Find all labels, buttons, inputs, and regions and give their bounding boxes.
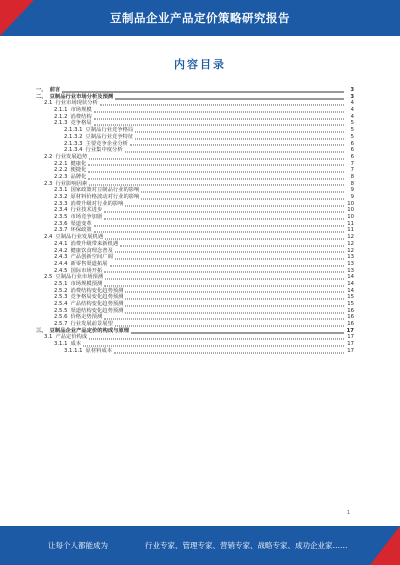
toc-entry-page: 15: [347, 294, 354, 301]
toc-entry-title: 消费结构: [70, 113, 92, 120]
toc-leader: [94, 118, 344, 119]
toc-entry-page: 5: [350, 120, 354, 127]
toc-entry-title: 豆制品行业发展机遇: [55, 234, 104, 241]
toc-entry-title: 豆制品行业竞争特征: [85, 133, 134, 140]
toc-entry-title: 新零售渠道拓展: [70, 260, 108, 267]
toc-entry-title: 价格走势预测: [70, 314, 103, 321]
toc-leader: [120, 245, 344, 246]
toc-entry-page: 6: [350, 147, 354, 154]
toc-entry-title: 行业发展前景展望: [70, 321, 113, 328]
toc-entry[interactable]: [36, 294, 354, 301]
toc-entry-title: 市场规模: [70, 107, 92, 114]
toc-entry-title: 产品定价构成: [55, 334, 88, 341]
toc-entry[interactable]: [36, 334, 354, 341]
toc-entry-number: 二、: [36, 93, 47, 100]
toc-entry[interactable]: [36, 274, 354, 281]
toc-leader: [125, 292, 344, 293]
toc-entry[interactable]: [36, 120, 354, 127]
toc-entry-number: 2.4.5: [54, 267, 68, 274]
toc-entry-page: 9: [350, 194, 354, 200]
toc-entry-title: 原材料成本: [85, 347, 113, 354]
toc-leader: [104, 212, 344, 213]
toc-leader: [115, 259, 344, 260]
toc-entry-number: 3.1.1: [54, 341, 68, 348]
toc-leader: [115, 325, 344, 326]
toc-entry-page: 4: [350, 113, 354, 120]
toc-entry-title: 环保政策: [70, 227, 92, 234]
toc-entry-page: 14: [347, 274, 354, 281]
toc-entry-number: 2.4.1: [54, 240, 68, 247]
toc-entry-number: 2.5.7: [54, 321, 68, 328]
toc-entry-number: 2.1.1: [54, 107, 68, 114]
toc-entry-number: 2.5.5: [54, 307, 68, 314]
toc-entry-number: 2.5.2: [54, 287, 68, 294]
toc-entry-page: 12: [347, 234, 354, 241]
toc-entry-title: 国家政策对豆制品行业的影响: [70, 187, 140, 194]
toc-leader: [110, 265, 344, 266]
toc-entry[interactable]: [36, 234, 354, 241]
toc-entry[interactable]: [36, 241, 354, 248]
toc-leader: [125, 205, 344, 206]
toc-entry-title: 豆制品行业竞争格局: [85, 127, 134, 134]
toc-entry[interactable]: [36, 167, 354, 174]
toc-leader: [100, 105, 344, 106]
toc-entry-page: 16: [347, 307, 354, 314]
document-title: 豆制品企业产品定价策略研究报告: [110, 11, 290, 25]
toc-leader: [89, 158, 344, 159]
toc-entry-title: 品牌化: [70, 173, 87, 180]
toc-entry-page: 14: [347, 280, 354, 287]
toc-entry-title: 竞争格局: [70, 120, 92, 127]
toc-leader: [88, 172, 344, 173]
toc-entry[interactable]: [36, 141, 354, 148]
toc-entry-title: 渠道变革: [70, 220, 92, 227]
toc-entry-number: 2.3: [44, 180, 53, 187]
toc-entry-number: 2.2.2: [54, 167, 68, 174]
toc-entry-title: 消费结构变化趋势预测: [70, 287, 124, 294]
toc-entry-number: 2.4.2: [54, 247, 68, 254]
toc-entry[interactable]: [36, 134, 354, 141]
toc-entry-title: 国际市场开拓: [70, 267, 103, 274]
toc-entry-title: 竞争格局变化趋势预测: [70, 294, 124, 301]
toc-entry[interactable]: [36, 107, 354, 114]
footer-slogan-left: 让每个人都能成为: [48, 541, 108, 550]
toc-entry-number: 2.1.3.4: [64, 147, 83, 154]
toc-entry-title: 前言: [49, 87, 61, 93]
toc-entry-page: 10: [347, 200, 354, 207]
toc-leader: [104, 272, 344, 273]
toc-entry[interactable]: [36, 254, 354, 261]
toc-leader: [130, 145, 344, 146]
toc-entry-page: 16: [347, 321, 354, 328]
toc-entry[interactable]: [36, 174, 354, 181]
toc-entry[interactable]: [36, 301, 354, 308]
toc-leader: [105, 238, 344, 239]
toc-entry-page: 14: [347, 287, 354, 294]
toc-entry-title: 主要竞争企业分析: [85, 140, 128, 147]
toc-entry-number: 2.3.7: [54, 227, 68, 234]
toc-leader: [135, 131, 344, 132]
toc-entry-number: 2.2.1: [54, 160, 68, 167]
toc-entry-title: 产品结构变化趋势预测: [70, 301, 124, 307]
toc-entry-number: 2.4: [44, 234, 53, 241]
toc-leader: [94, 232, 344, 233]
toc-entry[interactable]: [36, 281, 354, 288]
toc-entry-page: 6: [350, 153, 354, 160]
toc-entry-page: 17: [347, 347, 354, 354]
toc-entry-page: 10: [347, 207, 354, 214]
toc-entry-page: 3: [350, 87, 354, 93]
toc-entry-number: 2.1.3.3: [64, 140, 83, 147]
toc-entry-title: 消费升级带来新机遇: [70, 240, 119, 247]
toc-leader: [89, 185, 344, 186]
toc-entry-page: 6: [350, 140, 354, 147]
footer-slogan-right: 行业专家、管理专家、营销专家、战略专家、成功企业家……: [145, 541, 348, 550]
toc-entry[interactable]: [36, 341, 354, 348]
toc-entry-page: 11: [347, 227, 354, 234]
toc-entry-number: 2.1: [44, 100, 53, 107]
toc-entry[interactable]: [36, 321, 354, 328]
toc-title: 内容目录: [174, 58, 226, 71]
toc-entry-page: 17: [346, 327, 354, 334]
toc-leader: [125, 305, 344, 306]
toc-entry-title: 渠道结构变化趋势预测: [70, 307, 124, 314]
toc-entry-number: 2.5.6: [54, 314, 68, 321]
toc-entry-number: 2.5: [44, 274, 53, 281]
toc-entry-number: 2.5.3: [54, 294, 68, 301]
toc-leader: [104, 319, 344, 320]
footer-bar: [0, 526, 400, 565]
toc-entry[interactable]: [36, 154, 354, 161]
toc-entry-title: 豆制品行业市场分析及预测: [49, 93, 114, 100]
toc-entry-number: 2.3.4: [54, 207, 68, 214]
toc-entry-page: 4: [350, 107, 354, 114]
toc-leader: [115, 252, 344, 253]
toc-entry-number: 2.5.4: [54, 301, 68, 307]
toc-entry-number: 2.1.3: [54, 120, 68, 127]
toc-entry-title: 健康化: [70, 160, 87, 167]
toc-entry-number: 2.2.3: [54, 173, 68, 180]
toc-entry[interactable]: [36, 214, 354, 221]
toc-entry-number: 3.1: [44, 334, 53, 341]
toc-entry-title: 行业发展趋势: [55, 153, 88, 160]
toc-leader: [88, 178, 344, 179]
toc-leader: [89, 339, 344, 340]
toc-entry-number: 三、: [36, 327, 47, 334]
toc-entry-page: 7: [350, 167, 354, 174]
toc-entry-title: 成本: [70, 341, 82, 348]
toc-leader: [135, 138, 344, 139]
toc-entry[interactable]: [36, 194, 354, 201]
toc-entry-title: 消费升级对行业的影响: [70, 200, 124, 207]
toc-leader: [105, 279, 344, 280]
toc-entry[interactable]: [36, 127, 354, 134]
toc-entry-page: 15: [347, 301, 354, 307]
footer-accent: [370, 526, 400, 565]
toc-leader: [104, 218, 344, 219]
toc-entry-title: 市场竞争加剧: [70, 214, 103, 221]
toc-leader: [115, 98, 344, 99]
toc-entry-title: 原材料价格波动对行业的影响: [70, 194, 140, 200]
toc-entry-page: 3: [350, 93, 354, 100]
toc-entry[interactable]: [36, 261, 354, 268]
toc-entry[interactable]: [36, 187, 354, 194]
toc-entry-page: 11: [347, 220, 354, 227]
toc-leader: [88, 165, 344, 166]
toc-entry-title: 豆制品企业产品定价的构成与原理: [49, 327, 130, 334]
toc-entry-page: 12: [347, 247, 354, 254]
toc-entry-page: 10: [347, 214, 354, 221]
toc-entry-number: 2.4.3: [54, 254, 68, 261]
toc-entry-title: 行业影响因素: [55, 180, 88, 187]
table-of-contents: [36, 87, 354, 355]
toc-entry-page: 5: [350, 133, 354, 140]
toc-leader: [141, 198, 344, 199]
toc-leader: [104, 285, 344, 286]
toc-leader: [83, 345, 344, 346]
toc-entry-number: 2.3.5: [54, 214, 68, 221]
toc-entry[interactable]: [36, 87, 354, 94]
toc-entry-page: 8: [350, 173, 354, 180]
toc-leader: [125, 299, 344, 300]
toc-entry-number: 2.1.3.2: [64, 133, 83, 140]
toc-entry-page: 7: [350, 160, 354, 167]
toc-leader: [141, 192, 344, 193]
toc-entry-page: 17: [347, 334, 354, 341]
toc-entry-page: 13: [347, 260, 354, 267]
toc-entry-page: 16: [347, 314, 354, 321]
toc-entry-page: 17: [347, 341, 354, 348]
toc-leader: [131, 332, 344, 333]
toc-leader: [94, 111, 344, 112]
toc-entry-title: 行业市场现状分析: [55, 100, 98, 107]
toc-entry[interactable]: [36, 348, 354, 355]
toc-entry-number: 一、: [36, 87, 47, 93]
toc-entry-number: 2.2: [44, 153, 53, 160]
page-number: 1: [346, 510, 350, 516]
toc-entry-number: 3.1.1.1: [64, 347, 83, 354]
toc-entry-title: 便捷化: [70, 167, 87, 174]
toc-entry-page: 8: [350, 180, 354, 187]
toc-entry-title: 行业技术进步: [70, 207, 103, 214]
toc-entry-page: 4: [350, 100, 354, 107]
toc-leader: [94, 225, 344, 226]
toc-entry-number: 2.3.6: [54, 220, 68, 227]
toc-entry-title: 健康饮食理念普及: [70, 247, 113, 254]
toc-leader: [94, 125, 344, 126]
toc-entry-title: 行业集中度分析: [85, 147, 123, 154]
toc-entry-number: 2.3.2: [54, 194, 68, 200]
toc-entry-page: 13: [347, 254, 354, 261]
toc-entry-number: 2.4.4: [54, 260, 68, 267]
toc-leader: [62, 91, 344, 92]
toc-entry-page: 5: [350, 127, 354, 134]
toc-entry-number: 2.1.2: [54, 113, 68, 120]
toc-entry-page: 9: [350, 187, 354, 194]
toc-entry-title: 豆制品行业市场预测: [55, 274, 104, 281]
toc-leader: [125, 312, 344, 313]
toc-entry[interactable]: [36, 147, 354, 154]
toc-entry-number: 2.1.3.1: [64, 127, 83, 134]
toc-entry-page: 13: [347, 267, 354, 274]
toc-entry-title: 市场规模预测: [70, 280, 103, 287]
toc-leader: [114, 352, 344, 353]
toc-entry-number: 2.3.3: [54, 200, 68, 207]
toc-leader: [125, 152, 344, 153]
toc-entry-title: 产品创新空间广阔: [70, 254, 113, 261]
header-bar: [0, 0, 400, 36]
toc-entry-number: 2.3.1: [54, 187, 68, 194]
toc-entry-number: 2.5.1: [54, 280, 68, 287]
toc-entry-page: 12: [347, 240, 354, 247]
